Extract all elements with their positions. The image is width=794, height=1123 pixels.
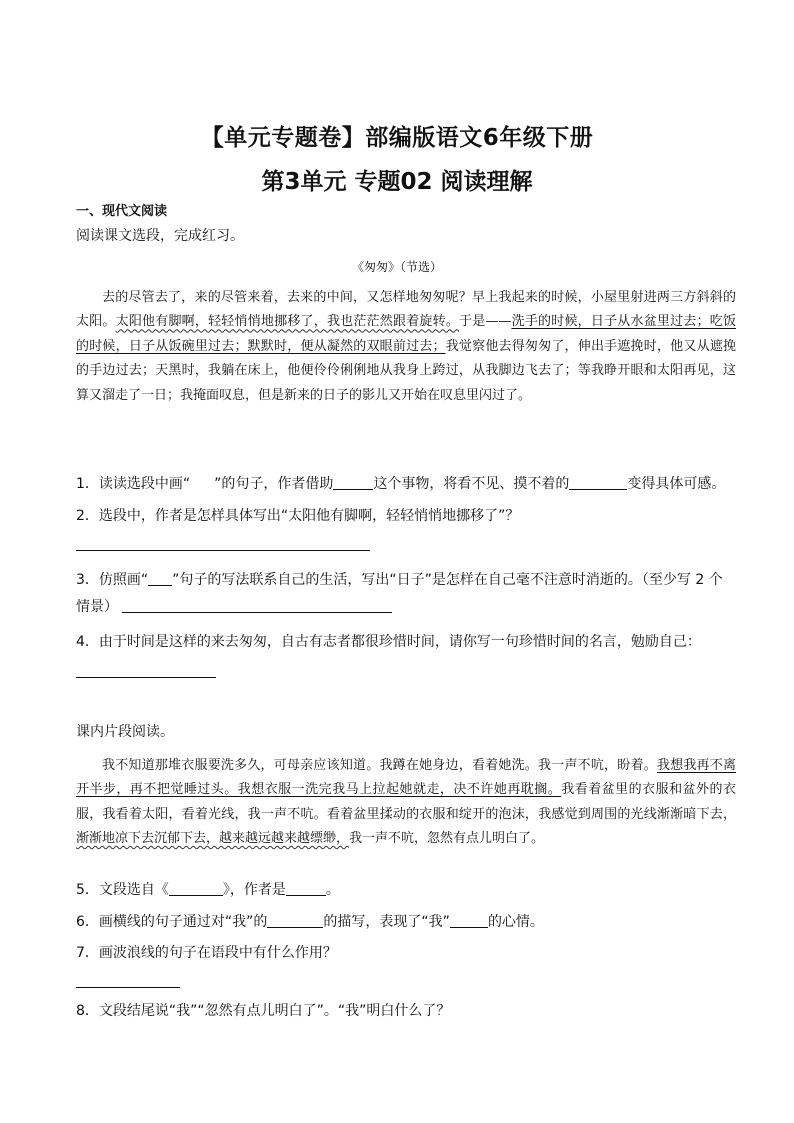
question-text: 5．文段选自《 (76, 882, 169, 898)
question-text: 1．读读选段中画“ (76, 476, 191, 492)
question-text: ”句子的写法联系自己的生活，写出“日子”是怎样在自己毫不注意时消逝的。（至少写 2 个 (172, 572, 723, 588)
answer-line[interactable] (76, 677, 216, 678)
question-text: 变得具体可感。 (627, 476, 726, 492)
question-text: 情景） (76, 599, 118, 615)
question-text: ”的句子，作者借助 (214, 476, 334, 492)
question-text: 的描写，表现了“我” (323, 914, 450, 930)
question-text: 3．仿照画“ (76, 572, 149, 588)
question-text: 。 (325, 882, 340, 898)
underlined-sentence: 我想我再不离开半步，再不把觉睡过头。我想衣服一洗完我马上拉起她就走，决不许她再耽搁。 (76, 758, 736, 798)
question-3 (76, 570, 723, 590)
passage-text: 我不知道那堆衣服要洗多久，可母亲应该知道。我蹲在她身边，看着她洗。我一声不吭，盼着。 (102, 758, 657, 773)
section2-intro: 课内片段阅读。 (76, 724, 174, 740)
question-3-cont (76, 597, 392, 617)
wavy-mark (190, 474, 214, 494)
passage-text: 我一声不吭，忽然有点儿明白了。 (349, 831, 545, 847)
question-text: 这个事物，将看不见、摸不着的 (373, 476, 570, 492)
question-5 (76, 880, 340, 900)
question-2: 2．选段中，作者是怎样具体写出“太阳他有脚啊，轻轻悄悄地挪移了”？ (76, 508, 520, 524)
answer-blank[interactable] (333, 475, 373, 490)
answer-blank[interactable] (569, 475, 627, 490)
answer-blank[interactable] (122, 598, 392, 613)
wavy-sentence: 太阳他有脚啊，轻轻悄悄地挪移了，我也茫茫然跟着旋转。 (115, 314, 460, 330)
passage-text: 我看着盆里的衣服和盆外的衣服，我看着太阳，看着光线，我一声不吭。看着盆里揉动的衣服和绽开的泡沫，我感觉到周围的光线渐渐暗下去， (76, 782, 736, 822)
question-6 (76, 912, 544, 932)
passage-text: 于是—— (459, 314, 512, 330)
wavy-sentence: 渐渐地凉下去沉郁下去，越来越远越来越缥缈， (76, 831, 350, 847)
question-7: 7．画波浪线的句子在语段中有什么作用？ (76, 945, 337, 961)
underlined-sentence: 洗手的时候，日子从水盆里过去；吃饭的时候，日子从饭碗里过去；默默时，便从凝然的双眼前过去； (76, 314, 736, 354)
question-4: 4．由于时间是这样的来去匆匆，自古有志者都很珍惜时间，请你写一句珍惜时间的名言，勉励自己： (76, 634, 701, 650)
page-subtitle: 第3单元 专题02 阅读理解 (261, 169, 533, 195)
passage-text: 去的尽管去了，来的尽管来着，去来的中间，又怎样地匆匆呢？早上我起来的时候，小屋里射进两三方斜斜的太阳。 (76, 290, 736, 330)
underline-mark (148, 571, 172, 586)
answer-line[interactable] (76, 987, 180, 988)
question-text: 》，作者是 (222, 882, 286, 898)
answer-line[interactable] (76, 550, 370, 551)
question-1 (76, 474, 725, 494)
section-heading: 一、现代文阅读 (76, 204, 168, 219)
question-8: 8．文段结尾说“我”“忽然有点儿明白了”。“我”明白什么了？ (76, 1003, 451, 1019)
answer-blank[interactable] (267, 913, 323, 928)
passage-title: 《匆匆》（节选） (351, 260, 442, 274)
answer-blank[interactable] (169, 881, 223, 896)
answer-blank[interactable] (286, 881, 326, 896)
passage-text: 我觉察他去得匆匆了，伸出手遮挽时，他又从遮挽的手边过去；天黑时，我躺在床上，他便伶伶俐俐地从我身上跨过，从我脚边飞去了；等我睁开眼和太阳再见，这算又溜走了一日；我掩面叹息，但是新来的日子的影儿又开始在叹息里闪过了。 (76, 338, 736, 403)
section1-intro: 阅读课文选段，完成红习。 (76, 228, 244, 244)
passage-mother (76, 754, 736, 852)
question-text: 6．画横线的句子通过对“我”的 (76, 914, 268, 930)
page-title: 【单元专题卷】部编版语文6年级下册 (200, 125, 594, 151)
question-text: 的心情。 (487, 914, 544, 930)
passage-congcong (76, 286, 736, 408)
answer-blank[interactable] (450, 913, 488, 928)
